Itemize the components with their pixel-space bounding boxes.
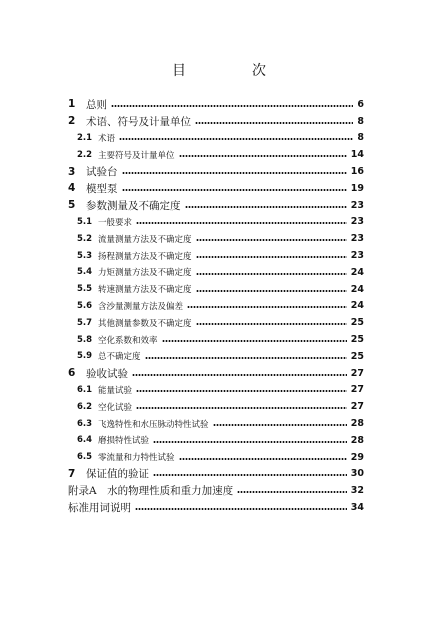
dot-leader	[196, 273, 347, 275]
dot-leader	[213, 424, 347, 426]
toc-entry[interactable]	[68, 264, 364, 281]
toc-entry-page: 24	[350, 266, 364, 278]
toc-entry-number: 5.7	[77, 317, 93, 328]
toc-entry-label: 试验台	[86, 166, 118, 179]
toc-entry[interactable]	[68, 298, 364, 315]
toc-entry[interactable]	[68, 314, 364, 331]
dot-leader	[153, 474, 347, 476]
toc-entry[interactable]	[68, 449, 364, 466]
toc-entry-number: 5.9	[77, 351, 93, 362]
toc-entry-number: 5.3	[77, 250, 93, 261]
page-title: 目 次	[172, 63, 292, 79]
toc-entry[interactable]	[68, 130, 364, 147]
toc-entry-number: 6.3	[77, 418, 93, 429]
toc-entry-number: 2.1	[77, 132, 93, 143]
toc-entry-label: 能量试验	[98, 385, 133, 396]
toc-entry-label: 其他测量参数及不确定度	[98, 318, 192, 329]
toc-entry[interactable]	[68, 415, 364, 432]
dot-leader	[119, 138, 353, 140]
dot-leader	[196, 239, 347, 241]
toc-entry-label: 附录A 水的物理性质和重力加速度	[68, 485, 234, 498]
toc-entry-number: 7	[68, 467, 76, 480]
toc-entry-page: 23	[350, 216, 364, 228]
dot-leader	[187, 306, 347, 308]
dot-leader	[145, 357, 347, 359]
toc-entry-label: 一般要求	[98, 217, 133, 228]
toc-entry-page: 23	[350, 199, 364, 211]
toc-entry-page: 25	[350, 334, 364, 346]
dot-leader	[136, 390, 347, 392]
dot-leader	[195, 122, 353, 124]
toc-entry-page: 24	[350, 300, 364, 312]
toc-entry-label: 流量测量方法及不确定度	[98, 234, 192, 245]
toc-entry-number: 6.4	[77, 435, 93, 446]
toc-entry-page: 27	[350, 384, 364, 396]
toc-entry-label: 主要符号及计量单位	[98, 150, 175, 161]
toc-entry-number: 5	[68, 199, 76, 212]
toc-entry[interactable]	[68, 197, 364, 214]
toc-entry[interactable]	[68, 365, 364, 382]
toc-entry[interactable]	[68, 281, 364, 298]
toc-entry-label: 保证值的验证	[86, 468, 149, 481]
toc-entry[interactable]	[68, 247, 364, 264]
table-of-contents	[68, 96, 364, 516]
toc-entry-page: 16	[350, 166, 364, 178]
toc-entry-number: 6.1	[77, 384, 93, 395]
toc-entry[interactable]	[68, 499, 364, 516]
dot-leader	[179, 458, 347, 460]
toc-entry-page: 8	[357, 132, 364, 144]
toc-entry[interactable]	[68, 348, 364, 365]
toc-entry-label: 力矩测量方法及不确定度	[98, 268, 192, 279]
dot-leader	[237, 491, 347, 493]
toc-entry-number: 5.8	[77, 334, 93, 345]
toc-entry-number: 4	[68, 182, 76, 195]
dot-leader	[196, 323, 347, 325]
toc-entry-page: 29	[350, 451, 364, 463]
toc-entry-label: 空化系数和效率	[98, 335, 158, 346]
toc-entry[interactable]	[68, 180, 364, 197]
toc-entry-number: 5.5	[77, 284, 93, 295]
toc-entry[interactable]	[68, 432, 364, 449]
toc-entry-page: 34	[350, 502, 364, 514]
toc-entry[interactable]	[68, 382, 364, 399]
dot-leader	[162, 340, 347, 342]
toc-entry[interactable]	[68, 113, 364, 130]
dot-leader	[196, 290, 347, 292]
toc-entry-label: 含沙量测量方法及偏差	[98, 301, 184, 312]
toc-entry-number: 6.2	[77, 401, 93, 412]
toc-entry-page: 6	[357, 98, 364, 110]
toc-entry-number: 2.2	[77, 149, 93, 160]
toc-entry-number: 1	[68, 98, 76, 111]
toc-entry-page: 27	[350, 367, 364, 379]
toc-entry[interactable]	[68, 96, 364, 113]
toc-entry-page: 27	[350, 401, 364, 413]
toc-entry[interactable]	[68, 230, 364, 247]
toc-entry[interactable]	[68, 331, 364, 348]
toc-entry-label: 飞逸特性和水压脉动特性试验	[98, 419, 209, 430]
toc-entry-number: 5.4	[77, 267, 93, 278]
toc-entry-label: 术语	[98, 133, 116, 144]
toc-entry-number: 6	[68, 367, 76, 380]
dot-leader	[122, 189, 347, 191]
toc-entry-label: 扬程测量方法及不确定度	[98, 251, 192, 262]
toc-entry-label: 转速测量方法及不确定度	[98, 285, 192, 296]
dot-leader	[135, 508, 347, 510]
toc-entry-page: 14	[350, 149, 364, 161]
toc-entry-label: 参数测量及不确定度	[86, 199, 181, 212]
toc-entry-page: 30	[350, 468, 364, 480]
toc-entry-page: 8	[357, 115, 364, 127]
toc-entry-label: 总不确定度	[98, 352, 141, 363]
dot-leader	[136, 407, 347, 409]
dot-leader	[136, 222, 347, 224]
toc-entry-page: 23	[350, 250, 364, 262]
toc-entry[interactable]	[68, 466, 364, 483]
toc-entry[interactable]	[68, 398, 364, 415]
toc-entry-page: 25	[350, 350, 364, 362]
toc-entry-number: 5.2	[77, 233, 93, 244]
toc-entry-number: 2	[68, 115, 76, 128]
toc-entry-number: 5.6	[77, 300, 93, 311]
toc-entry-number: 6.5	[77, 452, 93, 463]
toc-entry-page: 28	[350, 418, 364, 430]
toc-entry[interactable]	[68, 482, 364, 499]
toc-entry-number: 3	[68, 165, 76, 178]
toc-entry-number: 5.1	[77, 216, 93, 227]
toc-entry-label: 模型泵	[86, 182, 118, 195]
toc-entry-page: 32	[350, 485, 364, 497]
toc-entry-page: 24	[350, 283, 364, 295]
toc-entry-page: 25	[350, 317, 364, 329]
toc-entry-page: 28	[350, 434, 364, 446]
toc-entry-label: 零流量和力特性试验	[98, 453, 175, 464]
toc-entry-label: 标准用词说明	[68, 502, 131, 515]
toc-entry-label: 术语、符号及计量单位	[86, 115, 191, 128]
toc-entry-label: 验收试验	[86, 367, 128, 380]
dot-leader	[122, 172, 347, 174]
dot-leader	[111, 105, 353, 107]
toc-entry[interactable]	[68, 163, 364, 180]
dot-leader	[132, 374, 347, 376]
dot-leader	[196, 256, 347, 258]
toc-entry-label: 磨损特性试验	[98, 436, 150, 447]
toc-entry-label: 空化试验	[98, 402, 133, 413]
dot-leader	[185, 206, 347, 208]
toc-entry-page: 23	[350, 233, 364, 245]
toc-entry-label: 总则	[86, 98, 107, 111]
toc-entry[interactable]	[68, 214, 364, 231]
dot-leader	[179, 155, 347, 157]
toc-entry[interactable]	[68, 146, 364, 163]
dot-leader	[153, 441, 347, 443]
toc-entry-page: 19	[350, 182, 364, 194]
